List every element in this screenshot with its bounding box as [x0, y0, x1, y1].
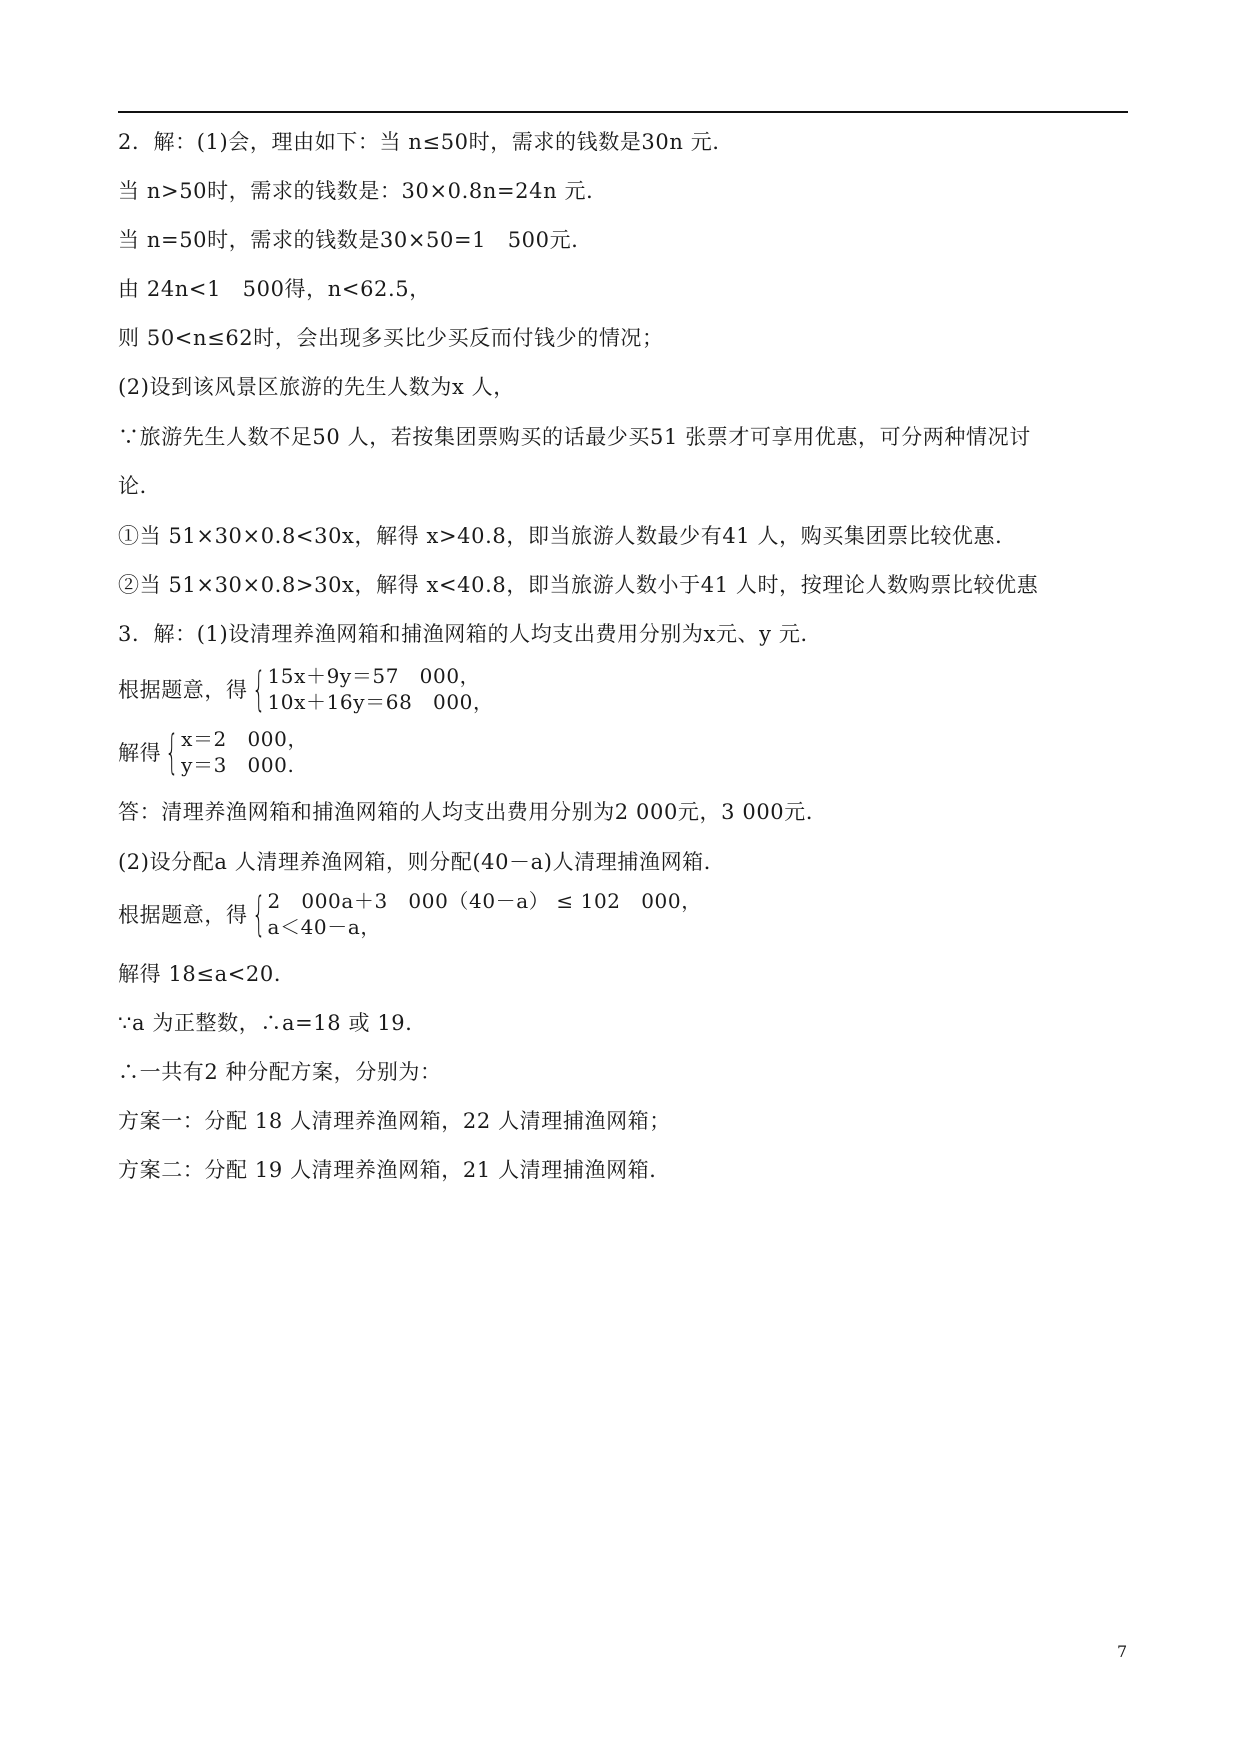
text-line: 方案二：分配 19 人清理养渔网箱，21 人清理捕渔网箱．: [118, 1158, 671, 1182]
brace-icon: {: [165, 725, 179, 779]
text-line: 2．解：(1)会，理由如下：当 n≤50时，需求的钱数是30n 元．: [118, 130, 734, 154]
equation: 2 000a＋3 000（40－a） ≤ 102 000，: [267, 889, 702, 913]
equation: 10x＋16y＝68 000，: [267, 690, 494, 714]
header-rule: [118, 111, 1128, 113]
equation: y＝3 000.: [181, 753, 295, 777]
text-line: 则 50<n≤62时，会出现多买比少买反而付钱少的情况；: [118, 326, 664, 350]
equation-system-1: [118, 660, 494, 718]
text-line: ∵a 为正整数，∴a=18 或 19．: [118, 1011, 427, 1035]
text-line: (2)设到该风景区旅游的先生人数为x 人，: [118, 375, 515, 399]
text-line: 论．: [118, 474, 162, 498]
equation-system-2: [118, 723, 308, 781]
equation-group: [267, 663, 493, 715]
system-label: 根据题意，得: [118, 678, 248, 702]
text-line: 当 n>50时，需求的钱数是：30×0.8n=24n 元．: [118, 179, 608, 203]
text-line: ①当 51×30×0.8<30x，解得 x>40.8，即当旅游人数最少有41 人，购买集团票比较优惠．: [118, 524, 1017, 548]
text-line: 解得 18≤a<20．: [118, 962, 296, 986]
equation-system-3: [118, 885, 702, 943]
system-label: 解得: [118, 741, 162, 765]
text-line: 方案一：分配 18 人清理养渔网箱，22 人清理捕渔网箱；: [118, 1109, 671, 1133]
text-line: 由 24n<1 500得，n<62.5，: [118, 277, 431, 301]
text-line: ②当 51×30×0.8>30x，解得 x<40.8，即当旅游人数小于41 人时，按理论人数购票比较优惠: [118, 573, 1039, 597]
brace-icon: {: [251, 887, 266, 941]
equation: x＝2 000，: [181, 727, 309, 751]
equation-group: [181, 726, 308, 778]
system-label: 根据题意，得: [118, 903, 248, 927]
text-line: (2)设分配a 人清理养渔网箱，则分配(40－a)人清理捕渔网箱．: [118, 850, 726, 874]
page-number: 7: [1117, 1642, 1128, 1661]
brace-icon: {: [251, 662, 266, 716]
equation: 15x＋9y＝57 000，: [267, 664, 481, 688]
text-line: ∴一共有2 种分配方案，分别为：: [118, 1060, 442, 1084]
equation: a＜40－a，: [267, 915, 381, 939]
text-line: ∵旅游先生人数不足50 人，若按集团票购买的话最少买51 张票才可享用优惠，可分两种情况讨: [118, 425, 1031, 449]
text-line: 答：清理养渔网箱和捕渔网箱的人均支出费用分别为2 000元，3 000元．: [118, 800, 828, 824]
equation-group: [267, 888, 701, 940]
text-line: 当 n=50时，需求的钱数是30×50=1 500元．: [118, 228, 593, 252]
text-line: 3．解：(1)设清理养渔网箱和捕渔网箱的人均支出费用分别为x元、y 元．: [118, 622, 823, 646]
